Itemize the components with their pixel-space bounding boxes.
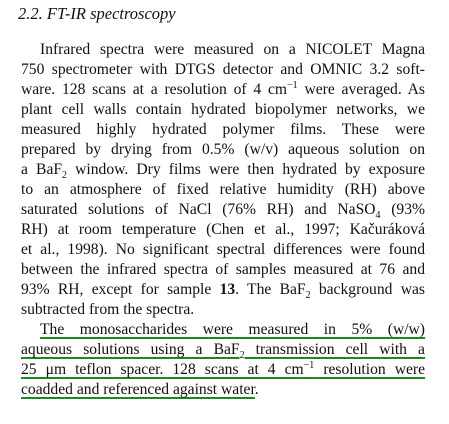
highlighted-text-line: coadded and referenced against water. — [21, 381, 259, 398]
text-line: between the infrared spectra of samples measured at 76 and — [21, 261, 425, 278]
text-line: to an atmosphere of fixed relative humidity (RH) above — [21, 181, 425, 198]
text-line: a BaF$_2$ window. Dry films were then hydrated by exposure — [21, 161, 425, 182]
text-line: saturated solutions of NaCl (76% RH) and NaSO$_4$ (93% — [21, 201, 425, 222]
text-line: et al., 1998). No significant spectral differences were found — [21, 241, 425, 258]
highlighted-text-line: aqueous solutions using a BaF$_2$ transmission cell with a — [21, 341, 425, 362]
text-line: RH) at room temperature (Chen et al., 1997; Kačuráková — [21, 221, 425, 238]
text-line: measured highly hydrated polymer films. These were — [21, 121, 425, 138]
highlighted-text-line: The monosaccharides were measured in 5% (w/w) — [40, 321, 425, 338]
text-line: ware. 128 scans at a resolution of 4 $cm^{-1}$ were averaged. As — [21, 79, 425, 98]
text-line: subtracted from the spectra. — [21, 301, 195, 318]
text-line: prepared by drying from 0.5% (w/v) aqueous solution on — [21, 141, 425, 158]
highlighted-text-line: 25 μm teflon spacer. 128 scans at 4 $cm^{-1}$ resolution were — [21, 359, 425, 378]
section-heading: 2.2. FT-IR spectroscopy — [18, 4, 176, 23]
text-line: 750 spectrometer with DTGS detector and OMNIC 3.2 soft- — [21, 61, 425, 78]
text-line: 93% RH, except for sample 13. The BaF$_2$ background was — [21, 281, 425, 302]
text-line: plant cell walls contain hydrated biopolymer networks, we — [21, 101, 425, 118]
text-line: Infrared spectra were measured on a NICOLET Magna — [40, 41, 425, 58]
